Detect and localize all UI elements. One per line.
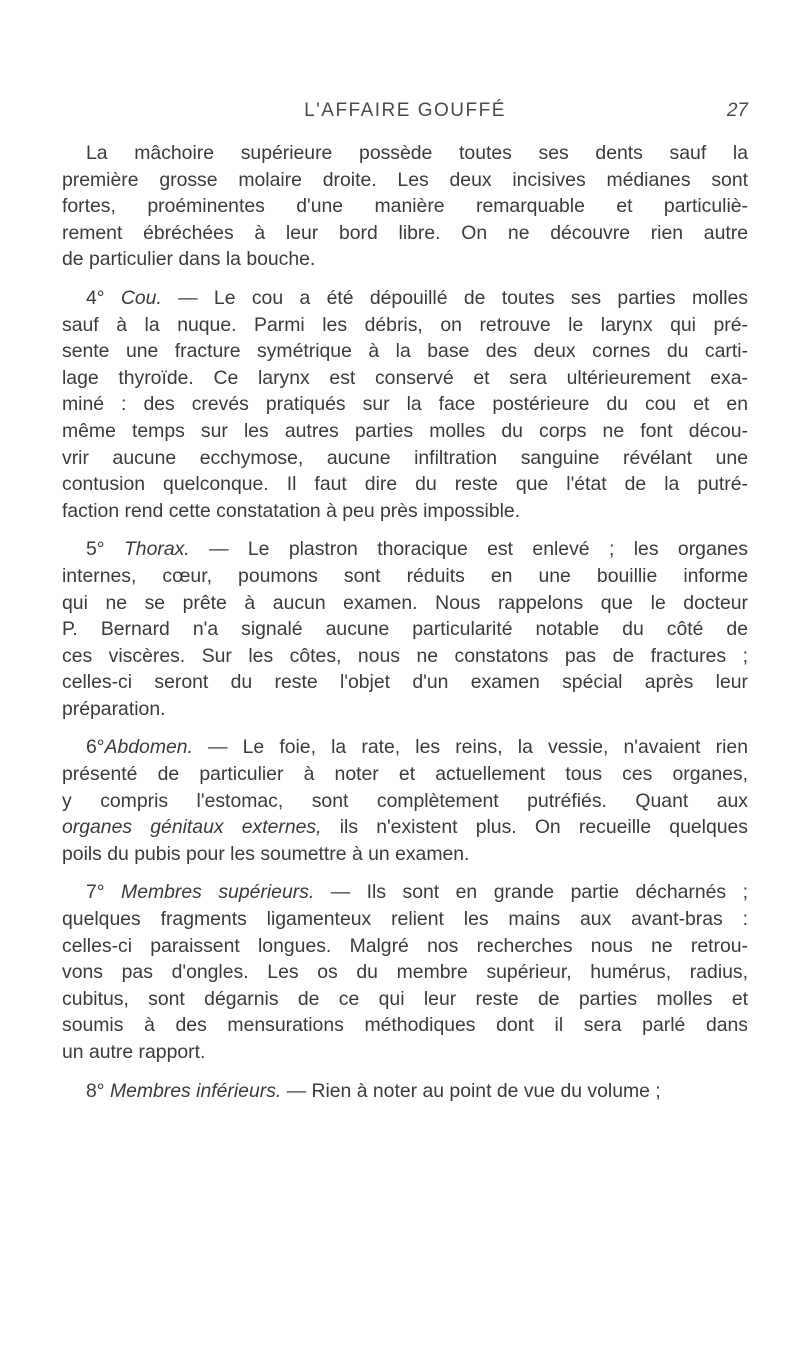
text-line: celles-ci paraissent longues. Malgré nos recherches nous ne retrou- [62, 934, 748, 957]
body-text [62, 140, 748, 1116]
text-line: ces viscères. Sur les côtes, nous ne constatons pas de fractures ; [62, 644, 748, 667]
text-line [62, 734, 748, 761]
text-line: lage thyroïde. Ce larynx est conservé et sera ultérieurement exa- [62, 366, 748, 389]
section-heading: Membres inférieurs. [109, 1079, 282, 1102]
text-line: La mâchoire supérieure possède toutes ses dents sauf la [86, 142, 748, 164]
text-run: — Le plastron thoracique est enlevé ; les organes [189, 538, 748, 561]
text-line [62, 285, 748, 312]
section-number: 7° [86, 881, 105, 904]
section-number: 5° [86, 538, 105, 561]
section-number: 8° [86, 1079, 105, 1102]
text-line [62, 879, 748, 906]
text-line [62, 536, 748, 563]
page-number: 27 [726, 100, 748, 121]
text-line: préparation. [62, 697, 166, 720]
text-line: un autre rapport. [62, 1041, 206, 1063]
paragraph-upper-limbs [62, 879, 748, 1065]
text-line: vons pas d'ongles. Les os du membre supérieur, humérus, radius, [62, 961, 748, 984]
text-line [62, 814, 748, 841]
paragraph-jaw [62, 140, 748, 273]
text-line: sauf à la nuque. Parmi les débris, on retrouve le larynx qui pré- [62, 313, 748, 336]
text-line: fortes, proéminentes d'une manière remarquable et particuliè- [62, 195, 748, 218]
text-line: contusion quelconque. Il faut dire du reste que l'état de la putré- [62, 473, 748, 496]
text-line: soumis à des mensurations méthodiques dont il sera parlé dans [62, 1014, 748, 1037]
text-line: sente une fracture symétrique à la base des deux cornes du carti- [62, 340, 748, 363]
text-line: rement ébréchées à leur bord libre. On ne découvre rien autre [62, 221, 748, 244]
text-line: P. Bernard n'a signalé aucune particularité notable du côté de [62, 618, 748, 641]
text-line: internes, cœur, poumons sont réduits en une bouillie informe [62, 564, 748, 587]
section-heading: Cou. [120, 286, 162, 309]
text-line: poils du pubis pour les soumettre à un examen. [62, 842, 470, 865]
text-line: vrir aucune ecchymose, aucune infiltration sanguine révélant une [62, 446, 748, 469]
text-line: y compris l'estomac, sont complètement putréfiés. Quant aux [62, 789, 748, 812]
text-line: faction rend cette constatation à peu près impossible. [62, 499, 521, 522]
text-line: même temps sur les autres parties molles du corps ne font décou- [62, 419, 748, 442]
paragraph-abdomen [62, 734, 748, 867]
section-heading: Abdomen. [104, 736, 193, 759]
italic-phrase: organes génitaux externes, [62, 816, 322, 839]
text-run: — Ils sont en grande partie décharnés ; [314, 881, 748, 904]
text-line: première grosse molaire droite. Les deux incisives médianes sont [62, 168, 748, 191]
text-line: quelques fragments ligamenteux relient les mains aux avant-bras : [62, 908, 748, 931]
running-title: L'AFFAIRE GOUFFÉ [304, 100, 506, 121]
text-line: présenté de particulier à noter et actuellement tous ces organes, [62, 763, 748, 786]
text-run: — Rien à noter au point de vue du volume ; [281, 1079, 661, 1102]
running-head [62, 100, 748, 124]
section-number: 4° [86, 286, 105, 309]
paragraph-neck [62, 285, 748, 524]
text-run: — Le cou a été dépouillé de toutes ses parties molles [161, 286, 748, 309]
text-line [62, 1078, 748, 1105]
text-run: ils n'existent plus. On recueille quelques [339, 816, 748, 839]
text-run: — Le foie, la rate, les reins, la vessie, n'avaient rien [192, 736, 748, 759]
text-line: qui ne se prête à aucun examen. Nous rappelons que le docteur [62, 591, 748, 614]
text-line: miné : des crevés pratiqués sur la face postérieure du cou et en [62, 393, 748, 416]
section-heading: Thorax. [123, 538, 190, 561]
text-line: cubitus, sont dégarnis de ce qui leur reste de parties molles et [62, 987, 748, 1010]
section-number: 6° [86, 736, 105, 759]
text-line: de particulier dans la bouche. [62, 248, 316, 271]
paragraph-lower-limbs [62, 1078, 748, 1105]
paragraph-thorax [62, 536, 748, 722]
section-heading: Membres supérieurs. [121, 881, 315, 904]
text-line: celles-ci seront du reste l'objet d'un examen spécial après leur [62, 671, 748, 694]
